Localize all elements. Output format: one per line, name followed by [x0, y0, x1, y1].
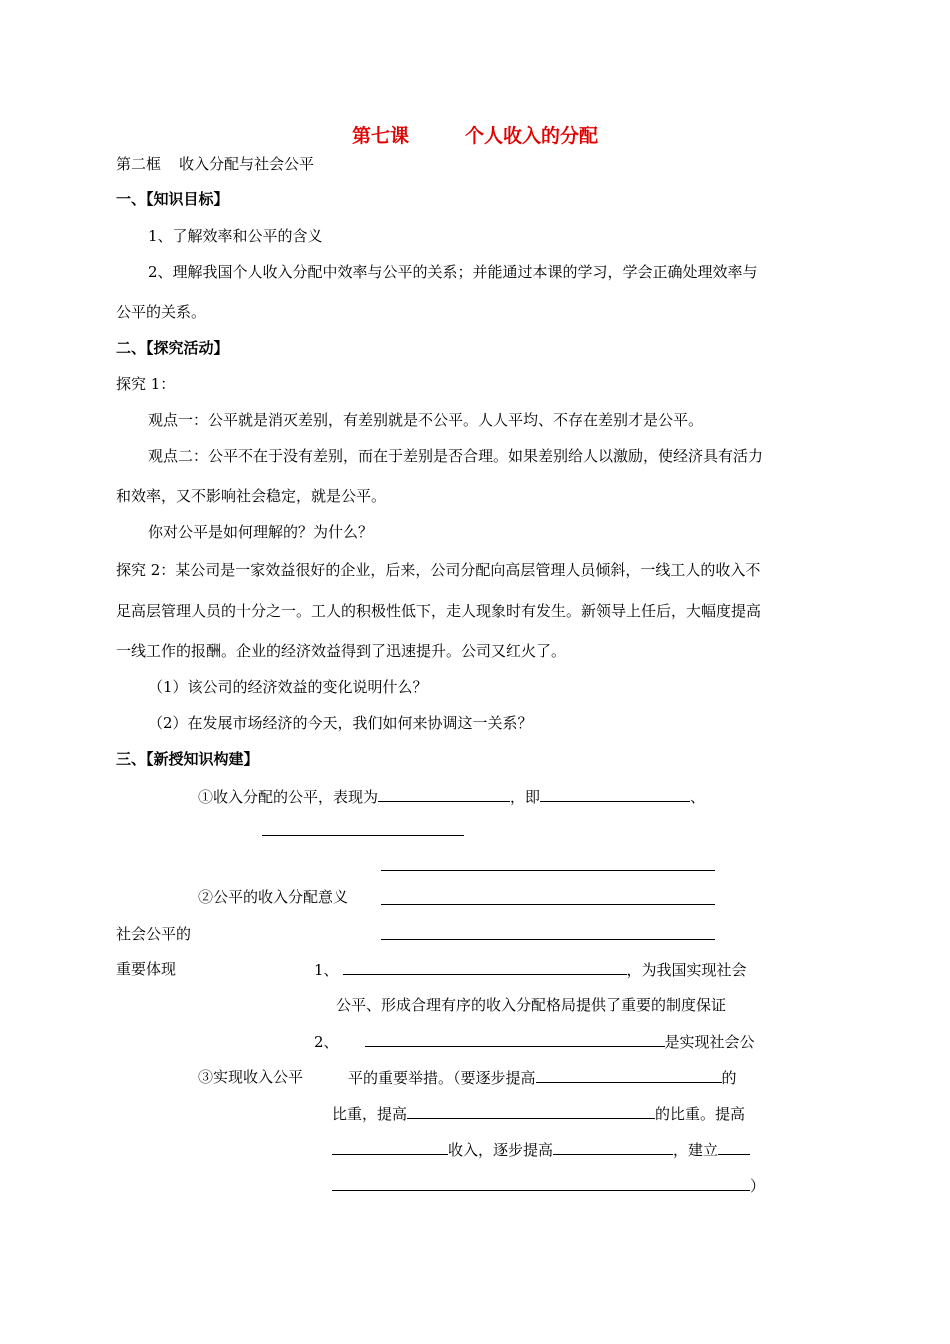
explore2-question-1: （1）该公司的经济效益的变化说明什么？ — [148, 678, 428, 696]
measure-2-line5 — [332, 1175, 765, 1196]
point-1 — [198, 786, 705, 807]
blank-raise-standard[interactable] — [553, 1139, 673, 1155]
measure-2-tail: 是实现社会公 — [664, 1033, 755, 1051]
measure-1 — [314, 959, 747, 980]
blank-establish[interactable] — [718, 1139, 750, 1155]
blank-important-measure[interactable] — [365, 1031, 665, 1047]
blank-fairness-meaning[interactable] — [540, 786, 690, 802]
viewpoint-1: 观点一：公平就是消灭差别，有差别就是不公平。人人平均、不存在差别才是公平。 — [148, 411, 704, 429]
measure-2-cont-lead: 平的重要举措。（要逐步提高 — [348, 1069, 536, 1087]
blank-significance-2[interactable] — [381, 904, 715, 905]
explore2-question-2: （2）在发展市场经济的今天，我们如何来协调这一关系？ — [148, 714, 533, 732]
blank-significance-1[interactable] — [381, 870, 715, 871]
measure-2-cont — [348, 1067, 737, 1088]
measure-2-line3-tail: 的比重。提高 — [655, 1105, 746, 1123]
frame-label: 第二框 — [116, 155, 162, 173]
measure-2-line4 — [332, 1139, 750, 1160]
blank-fairness-manifest[interactable] — [378, 786, 510, 802]
measure-1-tail: ，为我国实现社会 — [626, 961, 747, 979]
explore2-text-cont: 足高层管理人员的十分之一。工人的积极性低下，走人现象时有发生。新领导上任后，大幅度提高 — [116, 602, 762, 620]
explore2-text: 探究 2：某公司是一家效益很好的企业，后来，公司分配向高层管理人员倾斜，一线工人的收入不 — [116, 561, 761, 579]
frame-name: 收入分配与社会公平 — [179, 155, 315, 173]
measure-2-number: 2、 — [314, 1033, 339, 1051]
measure-1-number: 1、 — [314, 961, 339, 979]
measure-2-cont-tail: 的 — [721, 1069, 737, 1087]
blank-fairness-meaning-2[interactable] — [262, 835, 464, 836]
explore2-text-end: 一线工作的报酬。企业的经济效益得到了迅速提升。公司又红火了。 — [116, 642, 567, 660]
explore1-question: 你对公平是如何理解的？为什么？ — [148, 523, 374, 541]
blank-raise-share-1[interactable] — [536, 1067, 722, 1083]
measure-2 — [314, 1031, 755, 1052]
measure-1-cont: 公平、形成合理有序的收入分配格局提供了重要的制度保证 — [336, 996, 727, 1014]
blank-raise-share-2[interactable] — [407, 1103, 655, 1119]
viewpoint-2-cont: 和效率，又不影响社会稳定，就是公平。 — [116, 487, 387, 505]
point-1-mid: ，即 — [510, 788, 541, 806]
blank-raise-income[interactable] — [332, 1139, 448, 1155]
section3-heading: 三、【新授知识构建】 — [116, 750, 259, 768]
point-1-lead: ①收入分配的公平，表现为 — [198, 788, 379, 806]
measure-2-line3 — [332, 1103, 745, 1124]
point-1-sep: 、 — [690, 788, 706, 806]
section2-heading: 二、【探究活动】 — [116, 339, 229, 357]
subtitle — [116, 154, 314, 174]
lesson-title — [0, 124, 950, 148]
point-2: ②公平的收入分配意义 — [198, 888, 349, 906]
lesson-number: 第七课 — [351, 125, 409, 147]
blank-system-guarantee[interactable] — [343, 959, 627, 975]
left-label-1: 社会公平的 — [116, 925, 192, 943]
measure-2-line4-mid: 收入，逐步提高 — [448, 1141, 554, 1159]
blank-establish-cont[interactable] — [332, 1175, 750, 1191]
goal-item-2: 2、理解我国个人收入分配中效率与公平的关系；并能通过本课的学习，学会正确处理效率与 — [148, 263, 758, 281]
point-3-label: ③实现收入公平 — [198, 1068, 304, 1086]
measure-2-line4-tail: ，建立 — [673, 1141, 719, 1159]
goal-item-1: 1、了解效率和公平的含义 — [148, 227, 323, 245]
viewpoint-2: 观点二：公平不在于没有差别，而在于差别是否合理。如果差别给人以激励，使经济具有活力 — [148, 447, 764, 465]
measure-2-line3-lead: 比重，提高 — [332, 1105, 408, 1123]
measure-2-line5-tail: ） — [750, 1177, 766, 1195]
explore1-label: 探究 1： — [116, 375, 176, 393]
blank-significance-3[interactable] — [381, 939, 715, 940]
section1-heading: 一、【知识目标】 — [116, 190, 229, 208]
lesson-topic: 个人收入的分配 — [465, 125, 599, 147]
left-label-2: 重要体现 — [116, 960, 177, 978]
goal-item-2-cont: 公平的关系。 — [116, 303, 207, 321]
